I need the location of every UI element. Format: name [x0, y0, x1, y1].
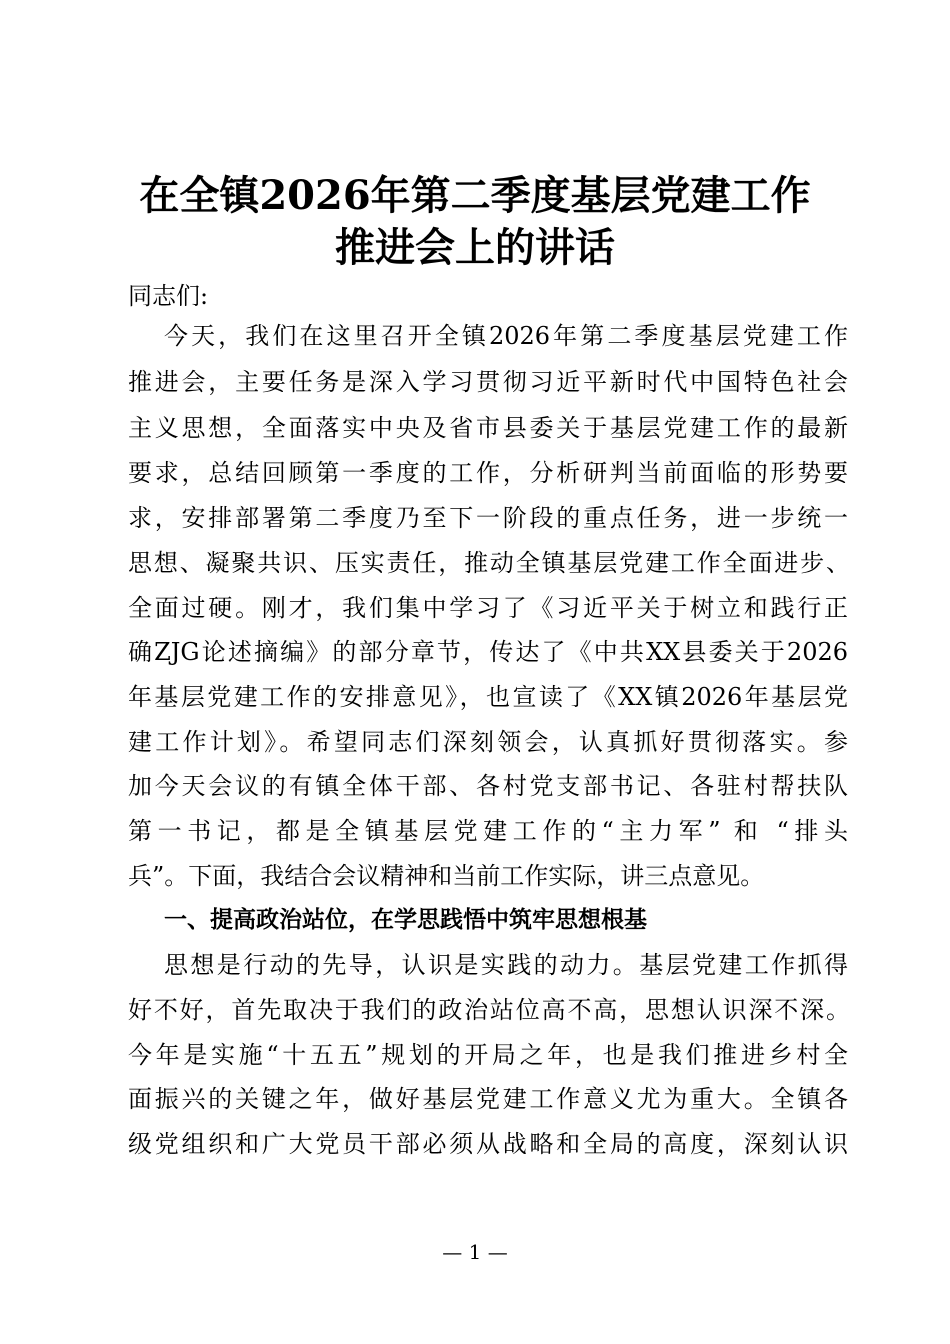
- paragraph-1-line: 第一书记，都是全镇基层党建工作的“主力军” 和 “排头: [128, 817, 848, 845]
- section-1-heading: 一、提高政治站位，在学思践悟中筑牢思想根基: [164, 907, 647, 933]
- paragraph-2-line: 级党组织和广大党员干部必须从战略和全局的高度，深刻认识: [128, 1130, 848, 1158]
- paragraph-1-line: 建工作计划》。希望同志们深刻领会，认真抓好贯彻落实。参: [128, 728, 848, 756]
- paragraph-1-line: 兵”。下面，我结合会议精神和当前工作实际，讲三点意见。: [128, 862, 765, 890]
- paragraph-2-line: 面振兴的关键之年，做好基层党建工作意义尤为重大。全镇各: [128, 1085, 848, 1113]
- paragraph-2-line: 思想是行动的先导，认识是实践的动力。基层党建工作抓得: [164, 951, 848, 979]
- paragraph-1-line: 加今天会议的有镇全体干部、各村党支部书记、各驻村帮扶队: [128, 772, 848, 800]
- paragraph-2-line: 好不好，首先取决于我们的政治站位高不高，思想认识深不深。: [128, 996, 850, 1024]
- paragraph-1-line: 思想、凝聚共识、压实责任，推动全镇基层党建工作全面进步、: [128, 549, 850, 577]
- paragraph-1-line: 今天，我们在这里召开全镇2026年第二季度基层党建工作: [164, 322, 848, 350]
- paragraph-1-line: 确ZJG论述摘编》的部分章节，传达了《中共XX县委关于2026: [128, 638, 848, 666]
- paragraph-1-line: 要求，总结回顾第一季度的工作，分析研判当前面临的形势要: [128, 459, 848, 487]
- paragraph-1-line: 主义思想，全面落实中央及省市县委关于基层党建工作的最新: [128, 414, 848, 442]
- paragraph-1-line: 求，安排部署第二季度乃至下一阶段的重点任务，进一步统一: [128, 504, 848, 532]
- paragraph-2-line: 今年是实施“十五五”规划的开局之年，也是我们推进乡村全: [128, 1041, 848, 1069]
- document-title-line-2: 推进会上的讲话: [335, 224, 615, 271]
- paragraph-1-line: 推进会，主要任务是深入学习贯彻习近平新时代中国特色社会: [128, 368, 848, 396]
- paragraph-1-line: 全面过硬。刚才，我们集中学习了《习近平关于树立和践行正: [128, 594, 848, 622]
- paragraph-1-line: 年基层党建工作的安排意见》，也宣读了《XX镇2026年基层党: [128, 683, 848, 711]
- document-title-line-1: 在全镇2026年第二季度基层党建工作: [139, 172, 811, 219]
- salutation: 同志们:: [128, 282, 209, 310]
- page-number: — 1 —: [442, 1240, 508, 1264]
